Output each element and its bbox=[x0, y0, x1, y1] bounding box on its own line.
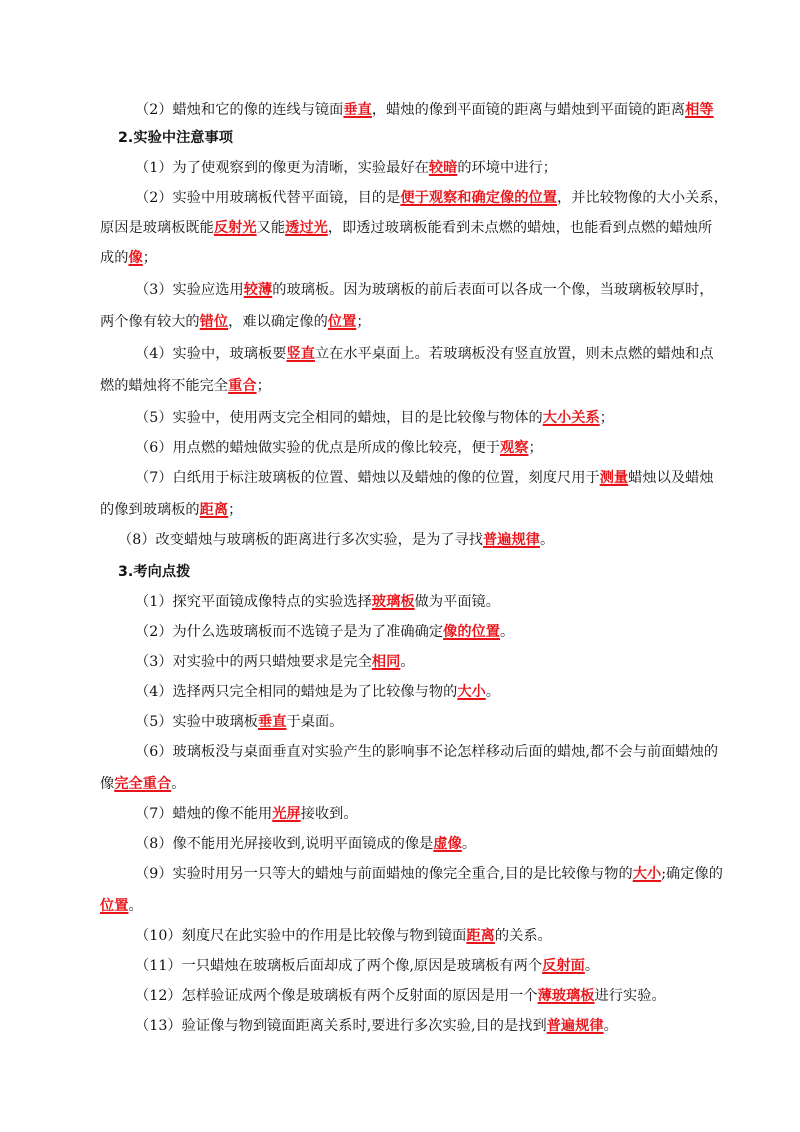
text-segment: 。 bbox=[584, 958, 600, 974]
text-line bbox=[135, 592, 500, 612]
text-segment: （2）实验中用玻璃板代替平面镜，目的是 bbox=[135, 190, 401, 206]
text-segment: 。 bbox=[539, 532, 555, 548]
text-line bbox=[135, 864, 723, 884]
answer-highlight: 距离 bbox=[199, 502, 229, 518]
answer-highlight: 相同 bbox=[371, 654, 401, 670]
text-segment: （4）选择两只完全相同的蜡烛是为了比较像与物的 bbox=[135, 684, 458, 700]
text-segment: 的关系。 bbox=[494, 928, 552, 944]
answer-highlight: 测量 bbox=[599, 470, 629, 486]
text-line bbox=[100, 500, 242, 520]
answer-highlight: 大小关系 bbox=[542, 410, 600, 426]
text-line bbox=[135, 804, 358, 824]
answer-highlight: 像 bbox=[128, 250, 143, 266]
text-segment: （4）实验中，玻璃板要 bbox=[135, 346, 287, 362]
text-line bbox=[100, 218, 712, 238]
text-segment: 原因是玻璃板既能 bbox=[100, 220, 214, 236]
text-segment: 3.考向点拨 bbox=[118, 564, 191, 580]
text-line bbox=[100, 896, 143, 916]
text-line bbox=[135, 622, 514, 642]
answer-highlight: 错位 bbox=[199, 314, 229, 330]
text-segment: 接收到。 bbox=[300, 806, 358, 822]
text-segment: ； bbox=[142, 250, 157, 266]
text-segment: （10）刻度尺在此实验中的作用是比较像与物到镜面 bbox=[135, 928, 467, 944]
answer-highlight: 普遍规律 bbox=[546, 1018, 604, 1034]
text-segment: （7）蜡烛的像不能用 bbox=[135, 806, 273, 822]
text-segment: 。 bbox=[461, 836, 477, 852]
text-segment: 。 bbox=[171, 776, 186, 792]
answer-highlight: 像的位置 bbox=[443, 624, 501, 640]
text-line bbox=[135, 100, 714, 120]
answer-highlight: 大小 bbox=[632, 866, 662, 882]
answer-highlight: 竖直 bbox=[286, 346, 315, 362]
text-segment: ，即透过玻璃板能看到未点燃的蜡烛，也能看到点燃的蜡烛所 bbox=[327, 220, 713, 236]
text-segment: ； bbox=[356, 314, 371, 330]
text-segment: 做为平面镜。 bbox=[414, 594, 501, 610]
answer-highlight: 大小 bbox=[457, 684, 486, 700]
answer-highlight: 反射光 bbox=[213, 220, 257, 236]
text-segment: 又能 bbox=[256, 220, 286, 236]
text-segment: （12）怎样验证成两个像是玻璃板有两个反射面的原因是用一个 bbox=[135, 988, 538, 1004]
text-segment: 的环境中进行； bbox=[457, 160, 557, 176]
text-segment: 成的 bbox=[100, 250, 129, 266]
section-heading bbox=[118, 128, 233, 148]
text-segment: （13）验证像与物到镜面距离关系时,要进行多次实验,目的是找到 bbox=[135, 1018, 547, 1034]
text-segment: 燃的蜡烛将不能完全 bbox=[100, 378, 229, 394]
text-segment: 蜡烛以及蜡烛 bbox=[628, 470, 714, 486]
text-line bbox=[135, 468, 714, 488]
text-line bbox=[135, 280, 714, 300]
text-line bbox=[135, 344, 714, 364]
answer-highlight: 距离 bbox=[466, 928, 495, 944]
text-segment: （1）探究平面镜成像特点的实验选择 bbox=[135, 594, 372, 610]
text-line bbox=[135, 834, 476, 854]
text-segment: 像 bbox=[100, 776, 115, 792]
text-segment: 。 bbox=[485, 684, 501, 700]
text-segment: （5）实验中玻璃板 bbox=[135, 714, 258, 730]
text-segment: 。 bbox=[500, 624, 515, 640]
text-segment: 的像到玻璃板的 bbox=[100, 502, 200, 518]
text-line bbox=[100, 774, 185, 794]
text-segment: 。 bbox=[400, 654, 415, 670]
answer-highlight: 普遍规律 bbox=[483, 532, 540, 548]
answer-highlight: 光屏 bbox=[272, 806, 301, 822]
text-line bbox=[118, 530, 554, 550]
answer-highlight: 较薄 bbox=[243, 282, 273, 298]
answer-highlight: 位置 bbox=[327, 314, 357, 330]
text-segment: 进行实验。 bbox=[594, 988, 666, 1004]
text-segment: ，蜡烛的像到平面镜的距离与蜡烛到平面镜的距离 bbox=[371, 102, 686, 118]
text-segment: （8）改变蜡烛与玻璃板的距离进行多次实验，是为了寻找 bbox=[118, 532, 484, 548]
text-segment: ； bbox=[256, 378, 271, 394]
answer-highlight: 薄玻璃板 bbox=[537, 988, 595, 1004]
text-line bbox=[135, 408, 614, 428]
text-segment: （5）实验中，使用两支完全相同的蜡烛，目的是比较像与物体的 bbox=[135, 410, 543, 426]
text-line bbox=[135, 712, 343, 732]
text-segment: （3）实验应选用 bbox=[135, 282, 244, 298]
answer-highlight: 垂直 bbox=[343, 102, 372, 118]
text-segment: （2）为什么选玻璃板而不选镜子是为了准确确定 bbox=[135, 624, 444, 640]
text-line bbox=[135, 158, 557, 178]
text-segment: 两个像有较大的 bbox=[100, 314, 200, 330]
answer-highlight: 完全重合 bbox=[114, 776, 172, 792]
text-segment: （1）为了使观察到的像更为清晰，实验最好在 bbox=[135, 160, 429, 176]
answer-highlight: 玻璃板 bbox=[371, 594, 415, 610]
text-segment: ； bbox=[599, 410, 614, 426]
text-segment: 。 bbox=[128, 898, 143, 914]
answer-highlight: 垂直 bbox=[257, 714, 287, 730]
text-segment: ;确定像的 bbox=[661, 866, 723, 882]
text-line bbox=[135, 188, 728, 208]
text-segment: （6）用点燃的蜡烛做实验的优点是所成的像比较亮，便于 bbox=[135, 440, 501, 456]
text-segment: （2）蜡烛和它的像的连线与镜面 bbox=[135, 102, 344, 118]
text-line bbox=[135, 986, 666, 1006]
text-segment: 2.实验中注意事项 bbox=[118, 130, 234, 146]
answer-highlight: 反射面 bbox=[542, 958, 585, 974]
text-segment: ，难以确定像的 bbox=[228, 314, 328, 330]
text-segment: ，并比较物像的大小关系， bbox=[556, 190, 728, 206]
text-segment: ； bbox=[228, 502, 243, 518]
text-segment: 。 bbox=[603, 1018, 618, 1034]
text-segment: （7）白纸用于标注玻璃板的位置、蜡烛以及蜡烛的像的位置，刻度尺用于 bbox=[135, 470, 600, 486]
text-segment: 的玻璃板。因为玻璃板的前后表面可以各成一个像，当玻璃板较厚时， bbox=[272, 282, 714, 298]
answer-highlight: 较暗 bbox=[428, 160, 458, 176]
text-segment: （11）一只蜡烛在玻璃板后面却成了两个像,原因是玻璃板有两个 bbox=[135, 958, 543, 974]
text-line bbox=[135, 1016, 618, 1036]
text-segment: （8）像不能用光屏接收到,说明平面镜成的像是 bbox=[135, 836, 434, 852]
answer-highlight: 重合 bbox=[228, 378, 257, 394]
answer-highlight: 观察 bbox=[500, 440, 529, 456]
text-line bbox=[135, 652, 415, 672]
text-line bbox=[100, 312, 371, 332]
text-segment: （3）对实验中的两只蜡烛要求是完全 bbox=[135, 654, 372, 670]
text-line bbox=[100, 376, 271, 396]
answer-highlight: 位置 bbox=[100, 898, 129, 914]
text-segment: 立在水平桌面上。若玻璃板没有竖直放置，则未点燃的蜡烛和点 bbox=[314, 346, 714, 362]
text-line bbox=[100, 248, 157, 268]
text-line bbox=[135, 926, 552, 946]
text-segment: ； bbox=[528, 440, 543, 456]
text-segment: 于桌面。 bbox=[286, 714, 344, 730]
section-heading bbox=[118, 562, 190, 582]
text-segment: （9）实验时用另一只等大的蜡烛与前面蜡烛的像完全重合,目的是比较像与物的 bbox=[135, 866, 633, 882]
text-line bbox=[135, 682, 500, 702]
text-line bbox=[135, 438, 543, 458]
answer-highlight: 相等 bbox=[685, 102, 714, 118]
answer-highlight: 透过光 bbox=[285, 220, 328, 236]
answer-highlight: 虚像 bbox=[433, 836, 462, 852]
text-segment: （6）玻璃板没与桌面垂直对实验产生的影响事不论怎样移动后面的蜡烛,都不会与前面蜡烛的 bbox=[135, 744, 719, 760]
text-line bbox=[135, 742, 718, 762]
answer-highlight: 便于观察和确定像的位置 bbox=[400, 190, 557, 206]
text-line bbox=[135, 956, 599, 976]
